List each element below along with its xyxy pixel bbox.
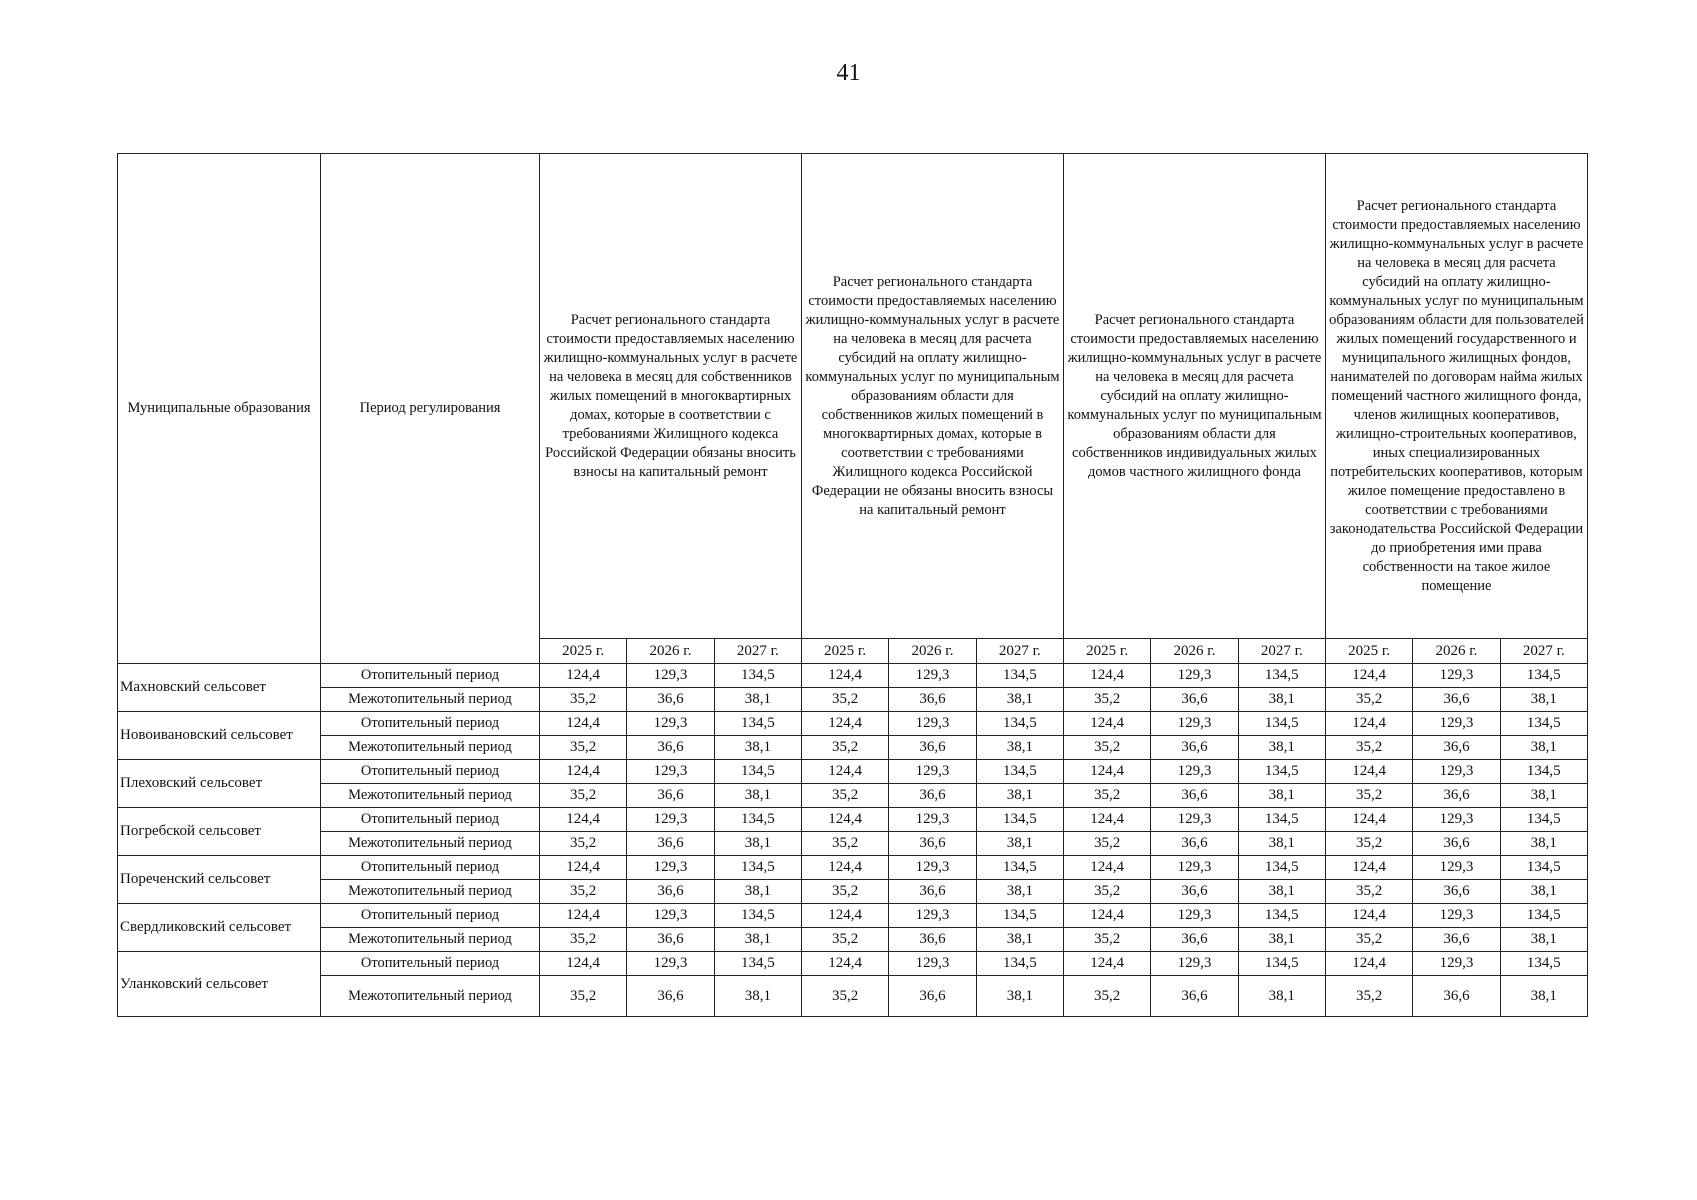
table-row xyxy=(118,712,1588,736)
value-cell: 36,6 xyxy=(1151,880,1238,904)
value-cell: 134,5 xyxy=(714,952,801,976)
table-row xyxy=(118,976,1588,1017)
value-cell: 134,5 xyxy=(1500,904,1587,928)
value-cell: 124,4 xyxy=(540,760,627,784)
value-cell: 129,3 xyxy=(889,712,976,736)
value-cell: 129,3 xyxy=(889,856,976,880)
value-cell: 38,1 xyxy=(1238,880,1325,904)
table-row xyxy=(118,904,1588,928)
value-cell: 35,2 xyxy=(540,832,627,856)
value-cell: 35,2 xyxy=(1325,688,1412,712)
value-cell: 124,4 xyxy=(540,712,627,736)
value-cell: 38,1 xyxy=(714,736,801,760)
table-row xyxy=(118,832,1588,856)
value-cell: 36,6 xyxy=(1413,688,1500,712)
value-cell: 38,1 xyxy=(1238,736,1325,760)
value-cell: 38,1 xyxy=(1500,784,1587,808)
table-header-row xyxy=(118,154,1588,639)
value-cell: 124,4 xyxy=(1325,856,1412,880)
period-heating: Отопительный период xyxy=(321,760,540,784)
value-cell: 129,3 xyxy=(1151,712,1238,736)
value-cell: 124,4 xyxy=(540,904,627,928)
value-cell: 36,6 xyxy=(889,688,976,712)
value-cell: 124,4 xyxy=(1063,808,1150,832)
value-cell: 38,1 xyxy=(714,880,801,904)
period-nonheating: Межотопительный период xyxy=(321,736,540,760)
value-cell: 38,1 xyxy=(714,976,801,1017)
value-cell: 129,3 xyxy=(627,712,714,736)
value-cell: 124,4 xyxy=(1325,664,1412,688)
value-cell: 124,4 xyxy=(540,664,627,688)
value-cell: 36,6 xyxy=(889,736,976,760)
value-cell: 35,2 xyxy=(802,976,889,1017)
header-group-2: Расчет регионального стандарта стоимости предоставляемых населению жилищно-коммунальных услуг в расчете на человека в месяц для расчета субсидий на оплату жилищно-коммунальных услуг по муниципальным образованиям области для собственников жилых помещений в многоквартирных домах, которые в соответствии с требованиями Жилищного кодекса Российской Федерации не обязаны вносить взносы на капитальный ремонт xyxy=(802,154,1064,639)
value-cell: 124,4 xyxy=(1325,808,1412,832)
municipality-name: Плеховский сельсовет xyxy=(118,760,321,808)
value-cell: 129,3 xyxy=(889,760,976,784)
period-nonheating: Межотопительный период xyxy=(321,928,540,952)
value-cell: 129,3 xyxy=(1151,760,1238,784)
value-cell: 129,3 xyxy=(1413,760,1500,784)
table-row xyxy=(118,952,1588,976)
value-cell: 35,2 xyxy=(802,880,889,904)
value-cell: 36,6 xyxy=(1151,928,1238,952)
value-cell: 38,1 xyxy=(976,736,1063,760)
value-cell: 36,6 xyxy=(889,784,976,808)
value-cell: 129,3 xyxy=(889,952,976,976)
value-cell: 124,4 xyxy=(1063,904,1150,928)
value-cell: 36,6 xyxy=(627,976,714,1017)
year-header: 2027 г. xyxy=(976,639,1063,664)
period-heating: Отопительный период xyxy=(321,808,540,832)
value-cell: 129,3 xyxy=(627,760,714,784)
period-heating: Отопительный период xyxy=(321,664,540,688)
value-cell: 36,6 xyxy=(627,688,714,712)
value-cell: 36,6 xyxy=(1413,976,1500,1017)
year-header: 2026 г. xyxy=(1413,639,1500,664)
value-cell: 35,2 xyxy=(1325,736,1412,760)
value-cell: 36,6 xyxy=(627,928,714,952)
value-cell: 134,5 xyxy=(714,856,801,880)
value-cell: 129,3 xyxy=(1413,808,1500,832)
value-cell: 35,2 xyxy=(1063,688,1150,712)
year-header: 2026 г. xyxy=(889,639,976,664)
value-cell: 35,2 xyxy=(540,736,627,760)
period-heating: Отопительный период xyxy=(321,712,540,736)
value-cell: 129,3 xyxy=(1151,904,1238,928)
value-cell: 129,3 xyxy=(627,952,714,976)
value-cell: 35,2 xyxy=(802,832,889,856)
value-cell: 36,6 xyxy=(1151,784,1238,808)
value-cell: 38,1 xyxy=(976,832,1063,856)
value-cell: 35,2 xyxy=(540,976,627,1017)
value-cell: 35,2 xyxy=(1325,976,1412,1017)
value-cell: 129,3 xyxy=(889,664,976,688)
period-nonheating: Межотопительный период xyxy=(321,688,540,712)
value-cell: 38,1 xyxy=(1238,784,1325,808)
year-header: 2025 г. xyxy=(1063,639,1150,664)
value-cell: 124,4 xyxy=(540,808,627,832)
value-cell: 36,6 xyxy=(1151,976,1238,1017)
value-cell: 134,5 xyxy=(1500,952,1587,976)
value-cell: 38,1 xyxy=(976,880,1063,904)
value-cell: 35,2 xyxy=(802,928,889,952)
value-cell: 124,4 xyxy=(1063,856,1150,880)
value-cell: 38,1 xyxy=(714,688,801,712)
value-cell: 134,5 xyxy=(1500,712,1587,736)
year-header: 2026 г. xyxy=(1151,639,1238,664)
period-heating: Отопительный период xyxy=(321,856,540,880)
value-cell: 129,3 xyxy=(1151,808,1238,832)
value-cell: 129,3 xyxy=(1413,856,1500,880)
value-cell: 134,5 xyxy=(1238,904,1325,928)
value-cell: 38,1 xyxy=(976,928,1063,952)
value-cell: 134,5 xyxy=(714,760,801,784)
value-cell: 134,5 xyxy=(1238,856,1325,880)
value-cell: 134,5 xyxy=(1500,664,1587,688)
value-cell: 129,3 xyxy=(627,904,714,928)
value-cell: 38,1 xyxy=(714,784,801,808)
value-cell: 134,5 xyxy=(1238,808,1325,832)
year-header: 2026 г. xyxy=(627,639,714,664)
value-cell: 36,6 xyxy=(1151,736,1238,760)
value-cell: 124,4 xyxy=(802,664,889,688)
value-cell: 124,4 xyxy=(1325,712,1412,736)
value-cell: 134,5 xyxy=(976,664,1063,688)
value-cell: 134,5 xyxy=(976,856,1063,880)
municipality-name: Уланковский сельсовет xyxy=(118,952,321,1017)
page-number: 41 xyxy=(836,60,861,86)
value-cell: 36,6 xyxy=(627,784,714,808)
value-cell: 36,6 xyxy=(1413,832,1500,856)
value-cell: 129,3 xyxy=(1413,712,1500,736)
value-cell: 35,2 xyxy=(802,736,889,760)
value-cell: 38,1 xyxy=(1238,688,1325,712)
value-cell: 35,2 xyxy=(802,688,889,712)
value-cell: 129,3 xyxy=(627,664,714,688)
value-cell: 35,2 xyxy=(540,880,627,904)
value-cell: 124,4 xyxy=(802,952,889,976)
period-nonheating: Межотопительный период xyxy=(321,832,540,856)
value-cell: 36,6 xyxy=(627,832,714,856)
year-header: 2025 г. xyxy=(802,639,889,664)
value-cell: 35,2 xyxy=(1325,832,1412,856)
value-cell: 36,6 xyxy=(1413,736,1500,760)
municipality-name: Махновский сельсовет xyxy=(118,664,321,712)
value-cell: 38,1 xyxy=(1238,832,1325,856)
year-header: 2027 г. xyxy=(714,639,801,664)
value-cell: 134,5 xyxy=(976,712,1063,736)
header-municipality: Муниципальные образования xyxy=(118,154,321,664)
value-cell: 134,5 xyxy=(714,712,801,736)
value-cell: 36,6 xyxy=(889,928,976,952)
value-cell: 36,6 xyxy=(1413,880,1500,904)
table-row xyxy=(118,664,1588,688)
value-cell: 124,4 xyxy=(1325,904,1412,928)
value-cell: 129,3 xyxy=(1151,664,1238,688)
table-row xyxy=(118,856,1588,880)
value-cell: 38,1 xyxy=(714,928,801,952)
value-cell: 129,3 xyxy=(627,808,714,832)
value-cell: 38,1 xyxy=(976,976,1063,1017)
period-nonheating: Межотопительный период xyxy=(321,976,540,1017)
value-cell: 134,5 xyxy=(1500,856,1587,880)
value-cell: 134,5 xyxy=(1238,712,1325,736)
value-cell: 134,5 xyxy=(714,904,801,928)
value-cell: 134,5 xyxy=(1238,760,1325,784)
value-cell: 38,1 xyxy=(1238,928,1325,952)
header-period: Период регулирования xyxy=(321,154,540,664)
value-cell: 35,2 xyxy=(1063,880,1150,904)
value-cell: 124,4 xyxy=(802,760,889,784)
value-cell: 124,4 xyxy=(540,856,627,880)
value-cell: 36,6 xyxy=(627,880,714,904)
period-heating: Отопительный период xyxy=(321,904,540,928)
header-group-1: Расчет регионального стандарта стоимости предоставляемых населению жилищно-коммунальных услуг в расчете на человека в месяц для собственников жилых помещений в многоквартирных домах, которые в соответствии с требованиями Жилищного кодекса Российской Федерации обязаны вносить взносы на капитальный ремонт xyxy=(540,154,802,639)
value-cell: 134,5 xyxy=(714,664,801,688)
value-cell: 129,3 xyxy=(627,856,714,880)
table-row xyxy=(118,760,1588,784)
value-cell: 36,6 xyxy=(889,880,976,904)
value-cell: 129,3 xyxy=(1413,952,1500,976)
value-cell: 35,2 xyxy=(1325,928,1412,952)
value-cell: 35,2 xyxy=(540,928,627,952)
value-cell: 124,4 xyxy=(1063,712,1150,736)
value-cell: 134,5 xyxy=(1500,808,1587,832)
value-cell: 38,1 xyxy=(714,832,801,856)
value-cell: 35,2 xyxy=(1063,832,1150,856)
municipality-name: Пореченский сельсовет xyxy=(118,856,321,904)
value-cell: 124,4 xyxy=(540,952,627,976)
value-cell: 36,6 xyxy=(1413,784,1500,808)
value-cell: 129,3 xyxy=(1413,904,1500,928)
year-header: 2027 г. xyxy=(1238,639,1325,664)
value-cell: 124,4 xyxy=(802,808,889,832)
table-row xyxy=(118,808,1588,832)
value-cell: 134,5 xyxy=(976,904,1063,928)
table-row xyxy=(118,784,1588,808)
value-cell: 124,4 xyxy=(1325,952,1412,976)
period-heating: Отопительный период xyxy=(321,952,540,976)
value-cell: 124,4 xyxy=(802,712,889,736)
value-cell: 134,5 xyxy=(1238,952,1325,976)
value-cell: 35,2 xyxy=(1063,976,1150,1017)
value-cell: 38,1 xyxy=(1500,736,1587,760)
value-cell: 35,2 xyxy=(1325,880,1412,904)
value-cell: 129,3 xyxy=(1151,952,1238,976)
value-cell: 124,4 xyxy=(1063,760,1150,784)
value-cell: 35,2 xyxy=(540,784,627,808)
value-cell: 35,2 xyxy=(1063,784,1150,808)
value-cell: 35,2 xyxy=(540,688,627,712)
table-row xyxy=(118,880,1588,904)
value-cell: 38,1 xyxy=(976,784,1063,808)
header-group-4: Расчет регионального стандарта стоимости предоставляемых населению жилищно-коммунальных услуг в расчете на человека в месяц для расчета субсидий на оплату жилищно-коммунальных услуг по муниципальным образованиям области для пользователей жилых помещений государственного и муниципального жилищных фондов, нанимателей по договорам найма жилых помещений частного жилищного фонда, членов жилищных кооперативов, жилищно-строительных кооперативов, иных специализированных потребительских кооперативов, которым жилое помещение предоставлено в соответствии с требованиями законодательства Российской Федерации до приобретения ими права собственности на такое жилое помещение xyxy=(1325,154,1587,639)
municipality-name: Новоивановский сельсовет xyxy=(118,712,321,760)
value-cell: 129,3 xyxy=(889,808,976,832)
standards-table-wrapper xyxy=(117,153,1587,1017)
value-cell: 134,5 xyxy=(1238,664,1325,688)
value-cell: 35,2 xyxy=(802,784,889,808)
year-header: 2025 г. xyxy=(1325,639,1412,664)
value-cell: 134,5 xyxy=(1500,760,1587,784)
value-cell: 35,2 xyxy=(1063,736,1150,760)
value-cell: 36,6 xyxy=(1151,832,1238,856)
municipality-name: Погребской сельсовет xyxy=(118,808,321,856)
table-row xyxy=(118,688,1588,712)
value-cell: 36,6 xyxy=(1413,928,1500,952)
value-cell: 35,2 xyxy=(1063,928,1150,952)
value-cell: 129,3 xyxy=(1151,856,1238,880)
value-cell: 124,4 xyxy=(802,904,889,928)
value-cell: 38,1 xyxy=(976,688,1063,712)
table-body xyxy=(118,664,1588,1017)
year-header: 2025 г. xyxy=(540,639,627,664)
table-row xyxy=(118,736,1588,760)
value-cell: 129,3 xyxy=(1413,664,1500,688)
value-cell: 36,6 xyxy=(1151,688,1238,712)
value-cell: 124,4 xyxy=(802,856,889,880)
value-cell: 36,6 xyxy=(627,736,714,760)
value-cell: 38,1 xyxy=(1500,832,1587,856)
regional-standard-table xyxy=(117,153,1588,1017)
value-cell: 134,5 xyxy=(976,760,1063,784)
value-cell: 124,4 xyxy=(1063,664,1150,688)
value-cell: 38,1 xyxy=(1500,976,1587,1017)
value-cell: 36,6 xyxy=(889,976,976,1017)
value-cell: 38,1 xyxy=(1238,976,1325,1017)
period-nonheating: Межотопительный период xyxy=(321,880,540,904)
table-row xyxy=(118,928,1588,952)
period-nonheating: Межотопительный период xyxy=(321,784,540,808)
value-cell: 38,1 xyxy=(1500,928,1587,952)
value-cell: 35,2 xyxy=(1325,784,1412,808)
value-cell: 38,1 xyxy=(1500,880,1587,904)
header-group-3: Расчет регионального стандарта стоимости предоставляемых населению жилищно-коммунальных услуг в расчете на человека в месяц для расчета субсидий на оплату жилищно-коммунальных услуг по муниципальным образованиям области для собственников индивидуальных жилых домов частного жилищного фонда xyxy=(1063,154,1325,639)
value-cell: 38,1 xyxy=(1500,688,1587,712)
value-cell: 36,6 xyxy=(889,832,976,856)
value-cell: 129,3 xyxy=(889,904,976,928)
value-cell: 134,5 xyxy=(976,952,1063,976)
value-cell: 134,5 xyxy=(714,808,801,832)
municipality-name: Свердликовский сельсовет xyxy=(118,904,321,952)
year-header: 2027 г. xyxy=(1500,639,1587,664)
value-cell: 124,4 xyxy=(1325,760,1412,784)
value-cell: 134,5 xyxy=(976,808,1063,832)
value-cell: 124,4 xyxy=(1063,952,1150,976)
